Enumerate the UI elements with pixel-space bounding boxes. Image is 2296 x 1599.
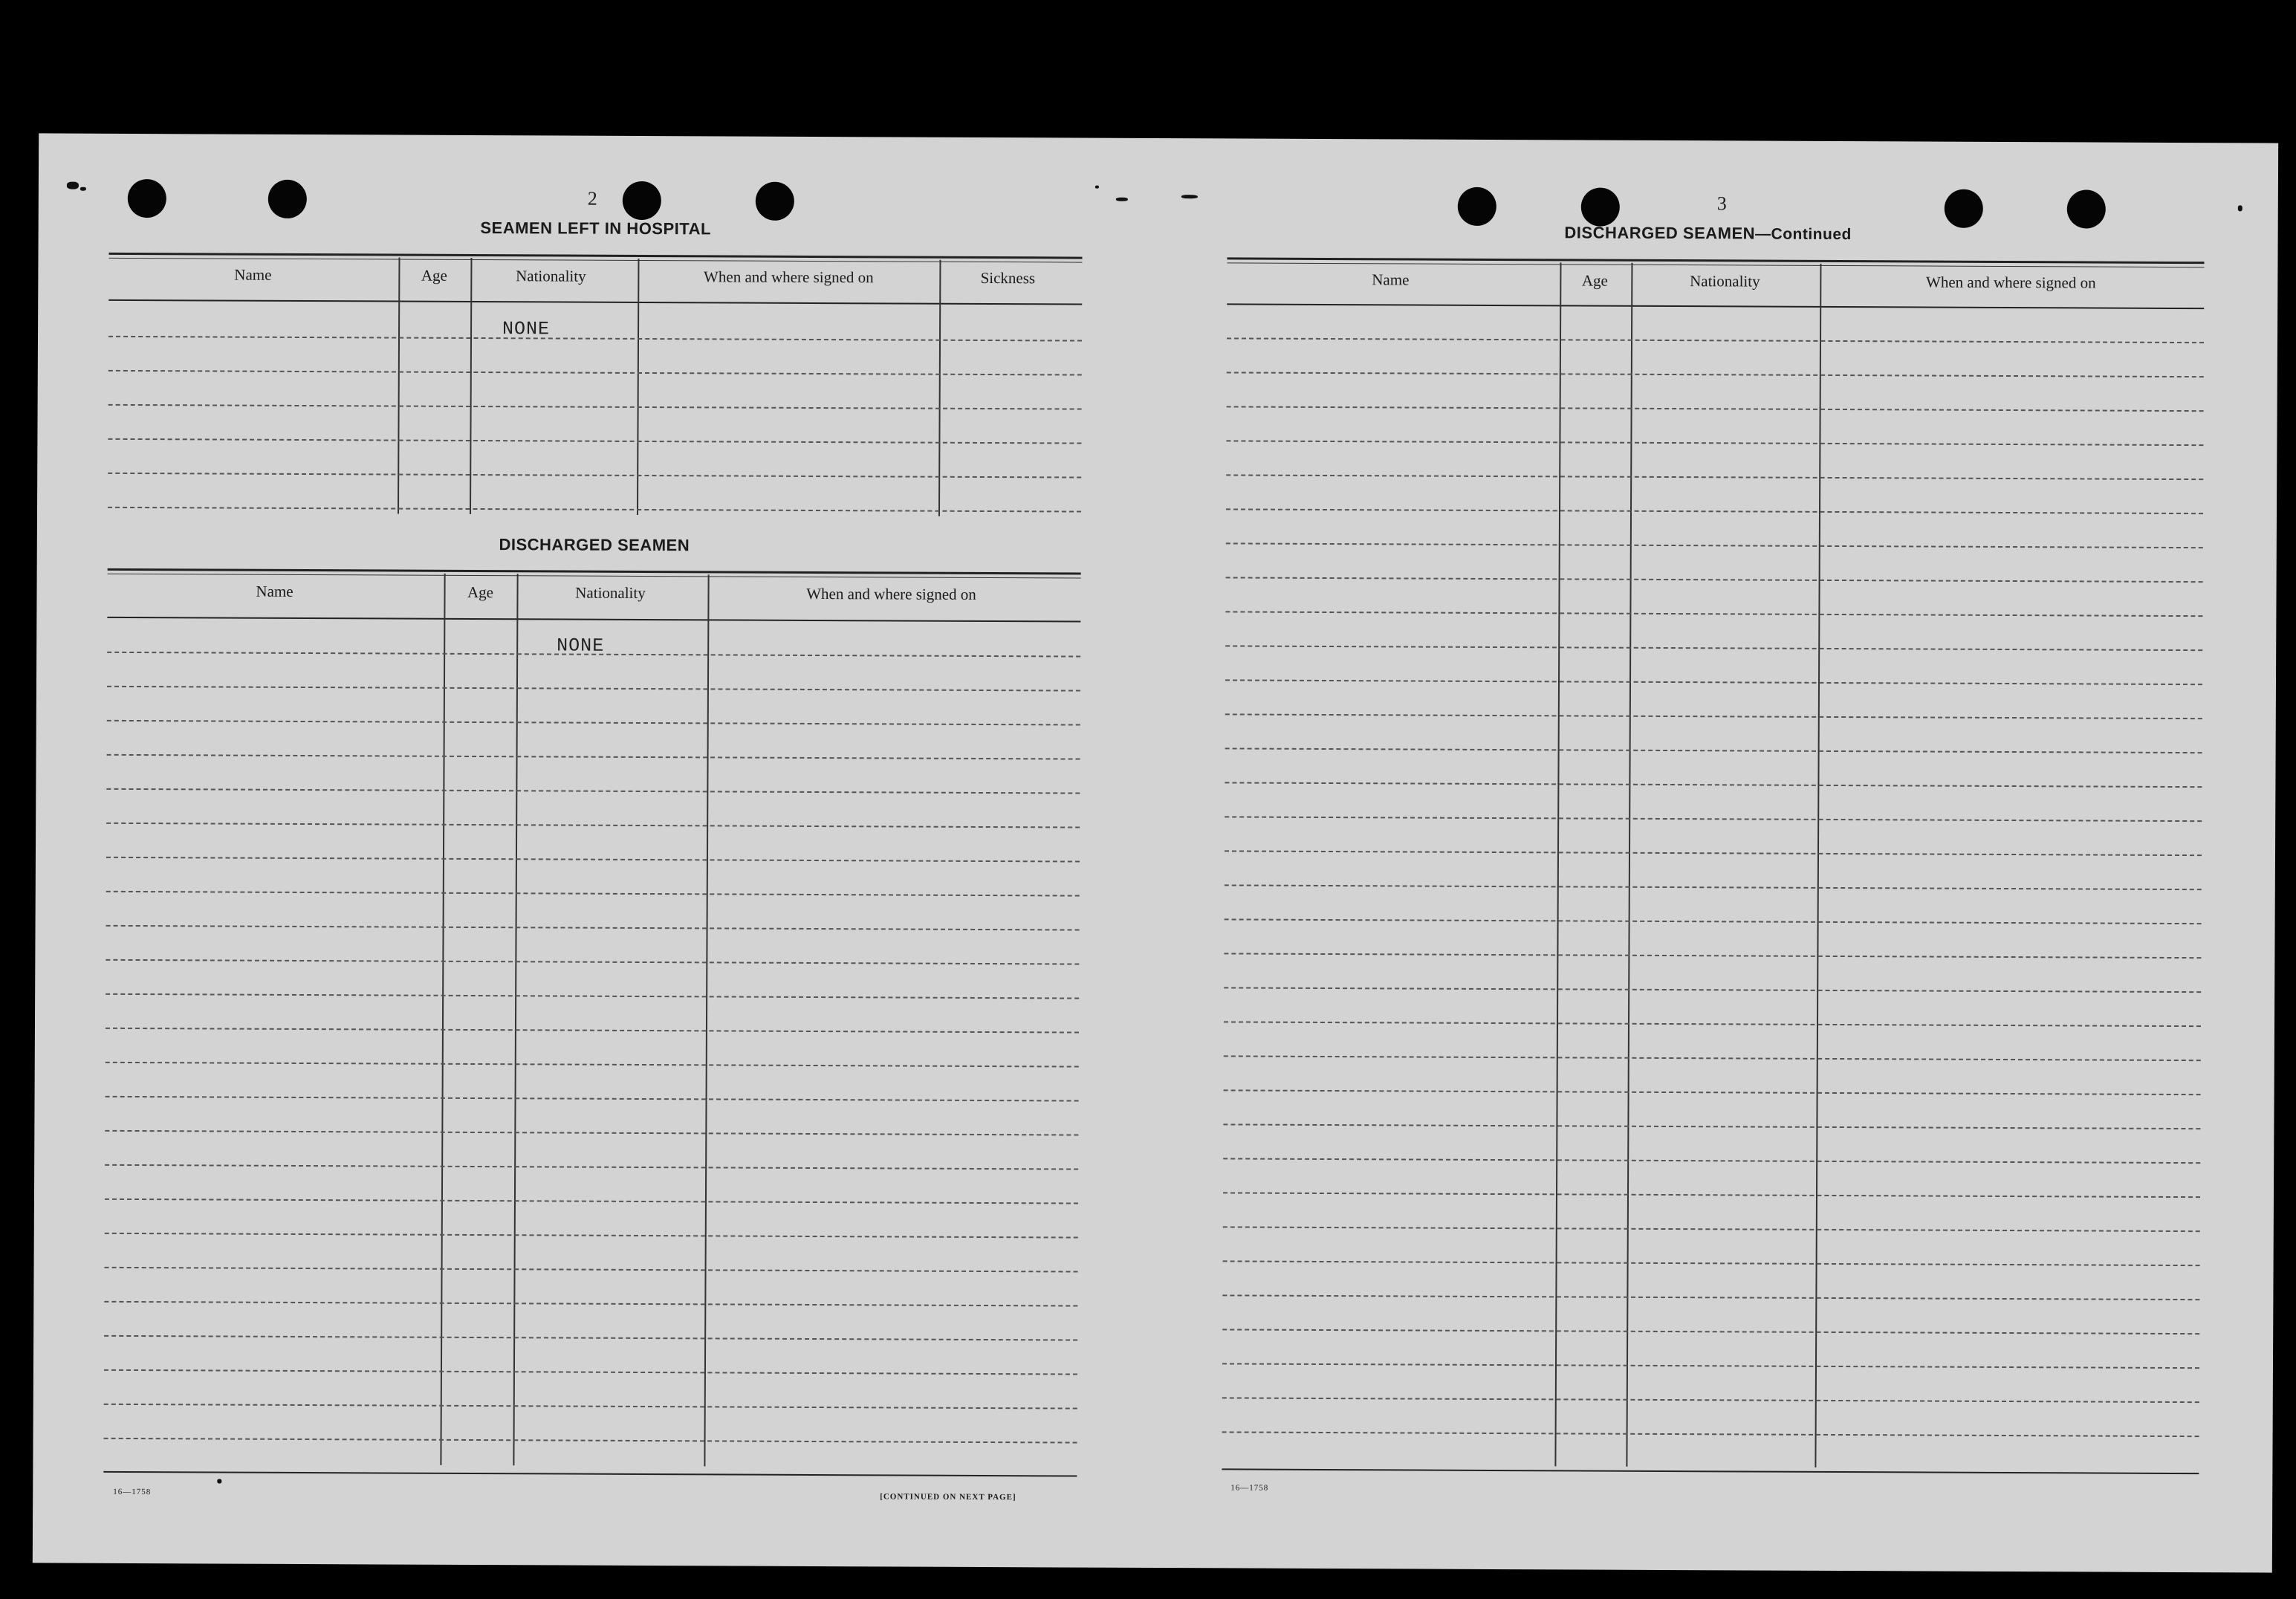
row-rule [108,473,1081,479]
row-rule [104,1335,1077,1341]
punch-hole [623,181,661,220]
row-rule [1224,1055,2201,1061]
scan-speck [1095,186,1099,189]
row-rule [1222,1431,2199,1437]
column-header-name: Name [1372,270,1410,289]
discharged-entry: NONE [557,635,605,657]
row-rule [106,959,1079,965]
scan-speck [80,187,86,191]
row-rule [1222,1329,2199,1334]
row-rule [104,1404,1077,1410]
table-top-rule [108,568,1081,575]
continued-title-main: DISCHARGED SEAMEN [1564,223,1756,243]
column-header-age: Age [1581,271,1608,290]
row-rule [1225,747,2202,753]
column-header-sickness: Sickness [980,268,1036,288]
row-rule [1224,1089,2201,1095]
header-bottom-rule [108,299,1082,305]
row-rule [105,1267,1078,1273]
row-rule [1226,508,2203,514]
row-rule [1226,474,2203,480]
column-header-name: Name [234,265,272,284]
punch-hole [756,182,794,221]
column-divider [637,259,640,515]
column-header-signed-on: When and where signed on [704,267,874,287]
table-bottom-rule [103,1471,1077,1477]
row-rule [1223,1226,2200,1232]
hospital-entry: NONE [502,318,551,340]
row-rule [105,1233,1078,1239]
row-rule [106,1062,1079,1068]
row-rule [1223,1260,2200,1266]
row-rule [104,1301,1077,1307]
hospital-section-title: SEAMEN LEFT IN HOSPITAL [480,218,711,239]
row-rule [1225,918,2202,924]
punch-hole [1458,187,1496,226]
column-divider [470,258,473,514]
column-divider [704,574,709,1466]
column-header-nationality: Nationality [516,267,586,285]
row-rule [108,404,1082,410]
row-rule [1225,782,2202,788]
row-rule [1224,953,2201,959]
row-rule [107,754,1080,760]
row-rule [108,438,1081,444]
form-number-left: 16—1758 [113,1487,152,1497]
scan-speck [67,182,79,189]
row-rule [1223,1123,2200,1129]
row-rule [1226,440,2203,446]
punch-hole [2067,189,2106,228]
scan-speck [2238,205,2243,211]
row-rule [1225,679,2202,685]
column-divider [398,258,400,514]
row-rule [106,1028,1079,1034]
row-rule [108,336,1082,342]
column-header-signed-on: When and where signed on [1926,273,2096,292]
page-number-right: 3 [1716,192,1728,215]
document-sheet [33,133,2278,1572]
header-bottom-rule [1227,303,2204,309]
continued-title-suffix: —Continued [1755,225,1852,244]
column-header-age: Age [467,583,494,602]
punch-hole [1945,189,1983,228]
row-rule [106,993,1079,999]
row-rule [1222,1363,2199,1369]
header-bottom-rule [107,617,1080,623]
row-rule [1223,1158,2200,1164]
row-rule [1226,542,2203,548]
column-header-name: Name [256,582,294,600]
scan-speck [217,1479,221,1483]
row-rule [1224,987,2201,993]
row-rule [1225,850,2202,856]
row-rule [1222,1397,2199,1403]
row-rule [105,1164,1078,1170]
row-rule [106,823,1080,828]
row-rule [107,686,1080,692]
column-header-age: Age [421,266,447,285]
row-rule [1225,611,2202,617]
punch-hole [1581,187,1620,226]
row-rule [1225,816,2202,822]
column-header-nationality: Nationality [575,583,646,603]
row-rule [1225,713,2202,719]
table-top-rule [108,253,1082,259]
punch-hole [268,180,307,218]
discharged-rows-left [39,133,2278,143]
row-rule [1227,337,2204,343]
row-rule [1222,1294,2199,1300]
page-number-left: 2 [587,187,598,210]
column-header-nationality: Nationality [1690,272,1760,291]
row-rule [1225,884,2202,890]
scan-speck [1116,198,1128,201]
punch-hole [128,179,166,218]
row-rule [108,370,1082,376]
row-rule [104,1369,1077,1375]
table-top-rule [1227,257,2204,264]
row-rule [106,925,1080,931]
row-rule [1227,406,2204,412]
row-rule [106,1096,1079,1102]
continued-section-title [1564,223,1852,244]
table-bottom-rule [1222,1468,2199,1474]
discharged-section-title: DISCHARGED SEAMEN [499,535,690,555]
scan-speck [1181,195,1198,198]
row-rule [1224,1021,2201,1027]
column-header-signed-on: When and where signed on [806,584,976,603]
row-rule [106,788,1080,794]
row-rule [106,891,1080,897]
row-rule [104,1438,1077,1444]
form-number-right: 16—1758 [1230,1483,1269,1493]
column-divider [513,574,518,1465]
continued-note: [CONTINUED ON NEXT PAGE] [880,1492,1016,1502]
row-rule [1227,372,2204,377]
row-rule [1223,1192,2200,1198]
row-rule [106,857,1080,863]
row-rule [1226,577,2203,583]
row-rule [105,1199,1078,1204]
column-divider [938,260,941,516]
row-rule [1225,645,2202,651]
column-divider [440,574,445,1465]
row-rule [107,720,1080,726]
row-rule [105,1130,1078,1136]
discharged-rows-right [39,133,2278,143]
row-rule [108,507,1081,513]
